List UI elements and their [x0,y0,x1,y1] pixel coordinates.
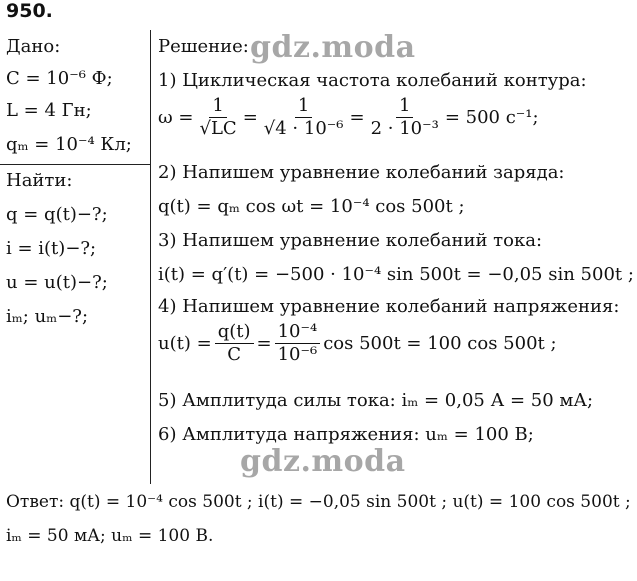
step6-text: 6) Амплитуда напряжения: uₘ = 100 В; [158,424,534,445]
voltage-lhs: u(t) = [158,332,212,354]
problem-number: 950. [6,0,53,22]
equals-sign: = [242,106,258,128]
fraction-3-denominator: 2 · 10⁻³ [370,117,439,139]
voltage-fraction-2-numerator: 10⁻⁴ [275,322,321,344]
given-inductance: L = 4 Гн; [6,100,92,121]
find-title: Найти: [6,170,73,191]
solution-title: Решение: [158,36,249,57]
equals-sign: = [349,106,365,128]
charge-equation: q(t) = qₘ cos ωt = 10⁻⁴ cos 500t ; [158,196,465,217]
given-title: Дано: [6,36,61,57]
given-capacitance: C = 10⁻⁶ Ф; [6,68,113,89]
step1-text: 1) Циклическая частота колебаний контура: [158,70,587,91]
voltage-fraction-1 [215,322,254,365]
given-charge-amplitude: qₘ = 10⁻⁴ Кл; [6,134,132,155]
voltage-fraction-1-denominator: C [227,343,241,365]
fraction-1-denominator: √LC [199,117,237,139]
answer-line-1: Ответ: q(t) = 10⁻⁴ cos 500t ; i(t) = −0,05 sin 500t ; u(t) = 100 cos 500t ; [6,492,631,512]
omega-equation [158,96,539,139]
fraction-1-numerator: 1 [209,96,226,118]
equals-sign: = [256,332,272,354]
fraction-1 [196,96,239,139]
watermark-bottom: gdz.moda [240,444,406,479]
voltage-fraction-2 [275,322,321,365]
voltage-fraction-2-denominator: 10⁻⁶ [277,343,318,365]
fraction-3 [368,96,442,139]
voltage-fraction-1-numerator: q(t) [215,322,254,344]
fraction-3-numerator: 1 [396,96,413,118]
step2-text: 2) Напишем уравнение колебаний заряда: [158,162,565,183]
find-current: i = i(t)−?; [6,238,97,259]
voltage-rhs: cos 500t = 100 cos 500t ; [323,332,557,354]
omega-rhs: = 500 с⁻¹; [444,106,539,128]
fraction-2-numerator: 1 [295,96,312,118]
step3-text: 3) Напишем уравнение колебаний тока: [158,230,543,251]
voltage-equation [158,322,557,365]
fraction-2-denominator: √4 · 10⁻⁶ [263,117,344,139]
answer-line-2: iₘ = 50 мА; uₘ = 100 В. [6,526,214,546]
step5-text: 5) Амплитуда силы тока: iₘ = 0,05 А = 50 мА; [158,390,594,411]
find-charge: q = q(t)−?; [6,204,108,225]
fraction-2 [261,96,347,139]
vertical-divider [150,30,151,484]
current-equation: i(t) = q′(t) = −500 · 10⁻⁴ sin 500t = −0,05 sin 500t ; [158,264,634,285]
omega-lhs: ω = [158,106,194,128]
find-voltage: u = u(t)−?; [6,272,108,293]
find-amplitudes: iₘ; uₘ−?; [6,306,89,327]
step4-text: 4) Напишем уравнение колебаний напряжения: [158,296,620,317]
horizontal-divider [0,164,150,165]
watermark-top: gdz.moda [250,30,416,65]
